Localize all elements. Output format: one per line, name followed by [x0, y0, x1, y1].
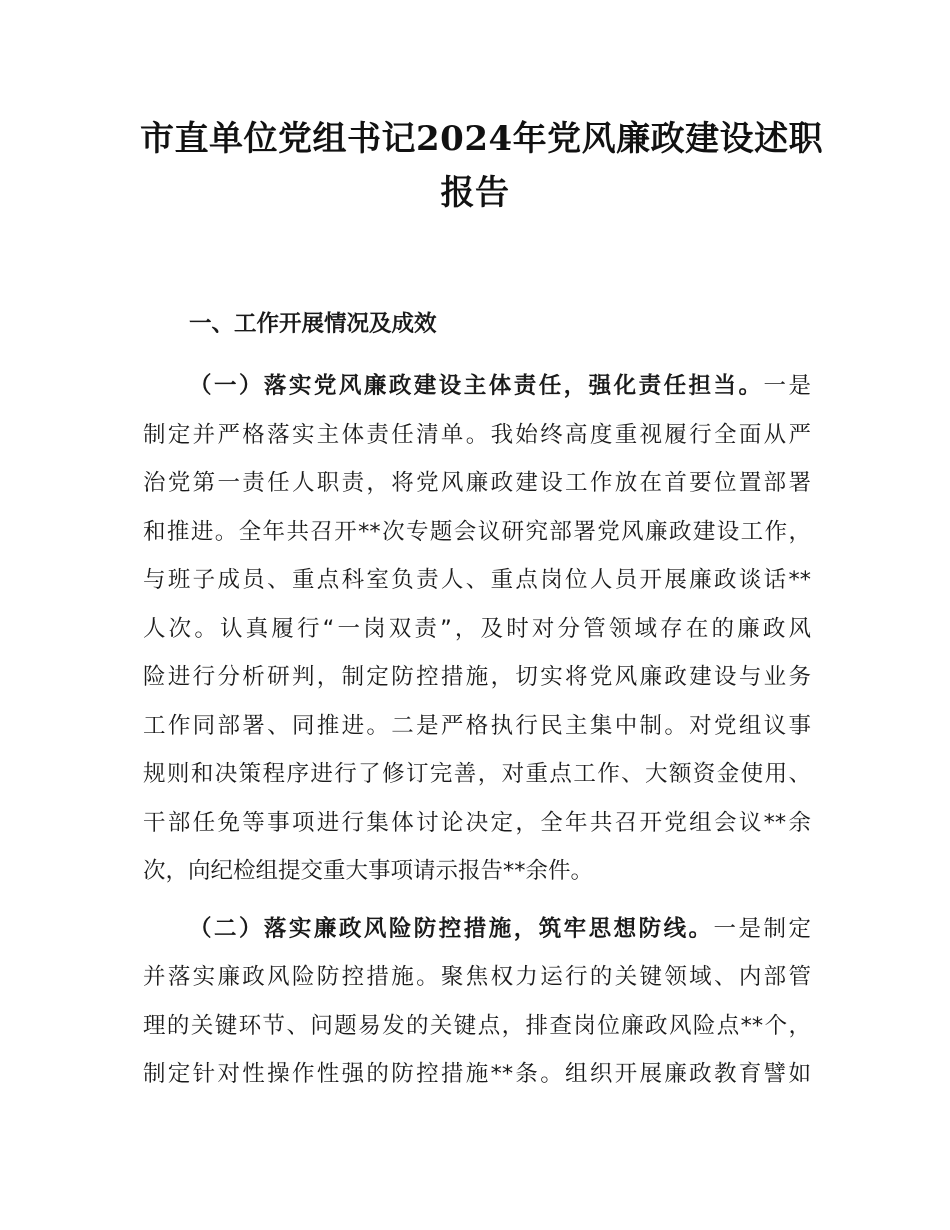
document-body [143, 300, 811, 1099]
paragraph-line: 和推进。全年共召开**次专题会议研究部署党风廉政建设工作， [143, 518, 811, 545]
document-title-line-2: 报告 [440, 173, 510, 213]
paragraph-lead: （二）落实廉政风险防控措施，筑牢思想防线。 [189, 915, 714, 942]
paragraph-line: 规则和决策程序进行了修订完善，对重点工作、大额资金使用、 [143, 761, 811, 787]
paragraph-line: 次，向纪检组提交重大事项请示报告**余件。 [143, 858, 594, 884]
document-title-line-1: 市直单位党组书记2024年党风廉政建设述职 [140, 119, 824, 159]
paragraph-line: 干部任免等事项进行集体讨论决定，全年共召开党组会议**余 [143, 809, 811, 836]
paragraph-line: 工作同部署、同推进。二是严格执行民主集中制。对党组议事 [143, 712, 811, 739]
paragraph-2 [143, 905, 811, 1099]
paragraph-line: 理的关键环节、问题易发的关键点，排查岗位廉政风险点**个， [143, 1012, 811, 1039]
paragraph-line [143, 905, 811, 954]
paragraph-line-text: 一是制定 [713, 915, 811, 942]
paragraph-line [143, 362, 811, 411]
section-heading-1: 一、工作开展情况及成效 [189, 311, 437, 337]
paragraph-line: 治党第一责任人职责，将党风廉政建设工作放在首要位置部署 [143, 470, 811, 496]
paragraph-line: 险进行分析研判，制定防控措施，切实将党风廉政建设与业务 [143, 664, 811, 690]
document-title [140, 112, 824, 220]
paragraph-line: 并落实廉政风险防控措施。聚焦权力运行的关键领域、内部管 [143, 964, 811, 990]
paragraph-line: 制定针对性操作性强的防控措施**条。组织开展廉政教育譬如 [143, 1061, 811, 1087]
paragraph-line: 与班子成员、重点科室负责人、重点岗位人员开展廉政谈话** [143, 567, 811, 593]
paragraph-lead: （一）落实党风廉政建设主体责任，强化责任担当。 [189, 373, 764, 399]
paragraph-line: 人次。认真履行“一岗双责”，及时对分管领域存在的廉政风 [143, 615, 811, 642]
paragraph-1 [143, 362, 811, 896]
paragraph-line-text: 一是 [763, 373, 811, 399]
paragraph-line: 制定并严格落实主体责任清单。我始终高度重视履行全面从严 [143, 421, 811, 448]
